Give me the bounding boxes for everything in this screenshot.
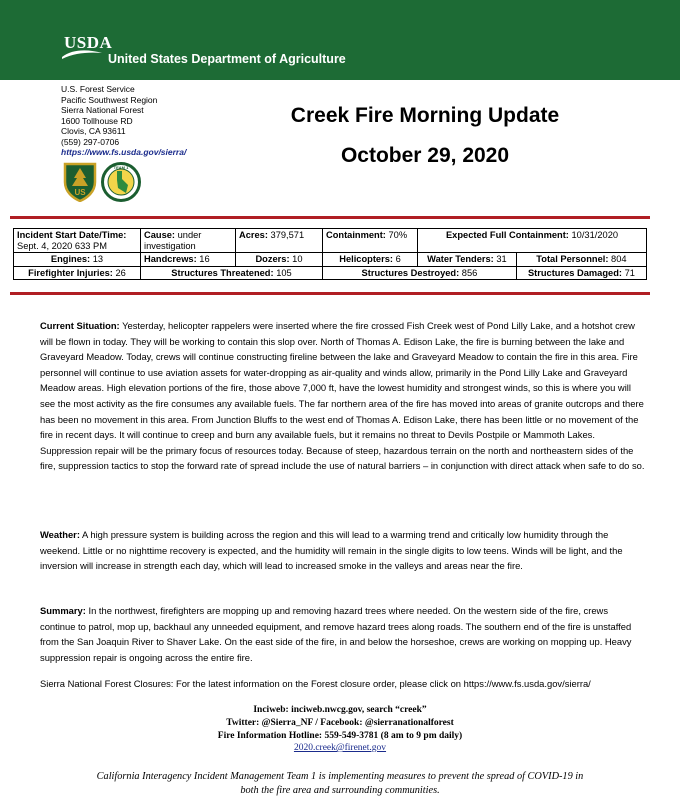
injuries-value: 26 (115, 267, 126, 278)
dozers-label: Dozers: (255, 254, 290, 264)
divider-bottom (10, 292, 650, 295)
handcrews-cell (141, 253, 236, 267)
office-address (61, 84, 186, 158)
personnel-label: Total Personnel: (536, 254, 609, 264)
seal-text: TEAM 1 (113, 165, 129, 170)
divider-top (10, 216, 650, 219)
address-line: 1600 Tollhouse RD (61, 115, 133, 126)
containment-value: 70% (388, 230, 408, 240)
address-line: Clovis, CA 93611 (61, 126, 126, 136)
situation-text: Yesterday, helicopter rappelers were inserted where the fire crossed Fish Creek west of Pond Lilly Lake, and a hotshot crew will be flown in today. They will be working to contain this slop over. North of Thomas A. Edison Lake, the fire is burning between the lake and Graveyard Meadow. Today, crews will continue constructing fireline between the lake and Graveyard Meadow to contain the fire in this area. Fire personnel will continue to use aviation assets for water-dropping as air-quality and winds allow, primarily in the Pond Lilly Lake and Graveyard Meadow areas. High elevation portions of the fire, those above 7,000 ft, have the lowest humidity and strongest winds, so this is where you will see the most activity as the fire consumes any available fuels. The far northern area of the fire has moved into areas of granite outcrops and there has been no movement in this area. From Junction Bluffs to the west end of Thomas A. Edison Lake, there has been little or no movement of the fire in recent days. It will continue to creep and burn any available fuels, but it remains no threat to Devils Postpile or Mammoth Lakes. Suppression repair will be the primary focus of resources today. Because of steep, hazardous terrain on the north and northeastern sides of the fire, suppression tactics to stop the forward rate of spread include the use of natural barriers – in conjunction with direct attack when safe to do so. (40, 320, 645, 472)
structures-destroyed-cell (323, 266, 517, 280)
expected-value: 10/31/2020 (571, 230, 619, 240)
destroyed-label: Structures Destroyed: (361, 267, 460, 278)
forest-service-shield-icon (62, 160, 98, 202)
situation-heading: Current Situation: (40, 320, 120, 331)
injuries-cell (14, 266, 141, 280)
dozers-value: 10 (292, 254, 303, 264)
engines-label: Engines: (50, 254, 91, 264)
damaged-label: Structures Damaged: (527, 267, 622, 278)
cause-cell (141, 229, 236, 253)
address-line: Sierra National Forest (61, 105, 144, 115)
tenders-value: 31 (496, 254, 507, 264)
containment-cell (323, 229, 418, 253)
social-media-line: Twitter: @Sierra_NF / Facebook: @sierranationalforest (226, 718, 454, 728)
weather-text: A high pressure system is building across the region and this will lead to a warming trend and critically low humidity through the weekend. Little or no nighttime recovery is expected, and the humidity will remain in the single digits to low teens. Winds will be light, and the inversion will increase in strength each day, which will lead to increased smoke in the valleys and areas near the fire. (40, 529, 623, 572)
damaged-value: 71 (624, 267, 635, 278)
expected-label: Expected Full Containment: (445, 230, 569, 240)
incident-stats-table (13, 228, 647, 280)
team-1-california-seal-icon (101, 162, 141, 202)
engines-cell (14, 253, 141, 267)
email-link[interactable]: 2020.creek@firenet.gov (293, 743, 387, 753)
acres-cell (236, 229, 323, 253)
address-line: Pacific Southwest Region (61, 94, 158, 105)
structures-threatened-cell (141, 266, 323, 280)
containment-label: Containment: (326, 230, 386, 240)
helicopters-label: Helicopters: (339, 254, 393, 264)
address-line: U.S. Forest Service (61, 84, 135, 94)
dozers-cell (236, 253, 323, 267)
expected-containment-cell (418, 229, 647, 253)
acres-value: 379,571 (270, 230, 305, 240)
covid-notice-line-1: California Interagency Incident Management Team 1 is implementing measures to prevent the spread of COVID-19 in (96, 771, 584, 782)
report-date: October 29, 2020 (340, 144, 510, 167)
personnel-value: 804 (611, 254, 627, 264)
page-title: Creek Fire Morning Update (290, 104, 560, 127)
water-tenders-cell (418, 253, 517, 267)
usda-banner (0, 0, 680, 80)
handcrews-value: 16 (199, 254, 210, 264)
forest-website-link[interactable]: https://www.fs.usda.gov/sierra/ (61, 147, 187, 157)
summary-paragraph (40, 603, 646, 665)
destroyed-value: 856 (461, 267, 478, 278)
start-label: Incident Start Date/Time: (17, 230, 127, 240)
handcrews-label: Handcrews: (144, 254, 197, 264)
inciweb-line: Inciweb: inciweb.nwcg.gov, search “creek” (253, 705, 427, 715)
helicopters-value: 6 (395, 254, 401, 264)
helicopters-cell (323, 253, 418, 267)
usda-logo-text: USDA (64, 33, 113, 52)
tenders-label: Water Tenders: (427, 254, 494, 264)
structures-damaged-cell (516, 266, 646, 280)
weather-heading: Weather: (40, 529, 80, 540)
summary-heading: Summary: (40, 605, 86, 616)
threatened-value: 105 (276, 267, 292, 278)
weather-paragraph (40, 527, 646, 574)
cause-value: under investigation (144, 230, 202, 251)
acres-label: Acres: (239, 230, 268, 240)
engines-value: 13 (92, 254, 104, 264)
total-personnel-cell (516, 253, 646, 267)
summary-text: In the northwest, firefighters are mopping up and removing hazard trees where needed. On the western side of the fire, crews continue to patrol, mop up, backhaul any unneeded equipment, and remove hazard trees along roads. The southern end of the fire is unstaffed from the San Joaquin River to Shaver Lake. On the east side of the fire, in and below the horseshoe, crews are working on mopping up. Heavy suppression repair is ongoing across the entire fire. (40, 605, 632, 663)
cause-label: Cause: (144, 230, 176, 240)
covid-notice-line-2: both the fire area and surrounding communities. (240, 785, 440, 796)
department-name: United States Department of Agriculture (108, 52, 346, 66)
start-value: Sept. 4, 2020 633 PM (17, 240, 107, 251)
shield-text: US (74, 188, 86, 197)
closures-paragraph: Sierra National Forest Closures: For the latest information on the Forest closure order, please click on https://www.fs.usda.gov/sierra/ (40, 678, 591, 689)
injuries-label: Firefighter Injuries: (28, 267, 113, 278)
address-line: (559) 297-0706 (61, 136, 120, 147)
current-situation-paragraph (40, 318, 646, 474)
threatened-label: Structures Threatened: (171, 267, 274, 278)
hotline-line: Fire Information Hotline: 559-549-3781 (8 am to 9 pm daily) (217, 731, 463, 741)
start-date-cell (14, 229, 141, 253)
